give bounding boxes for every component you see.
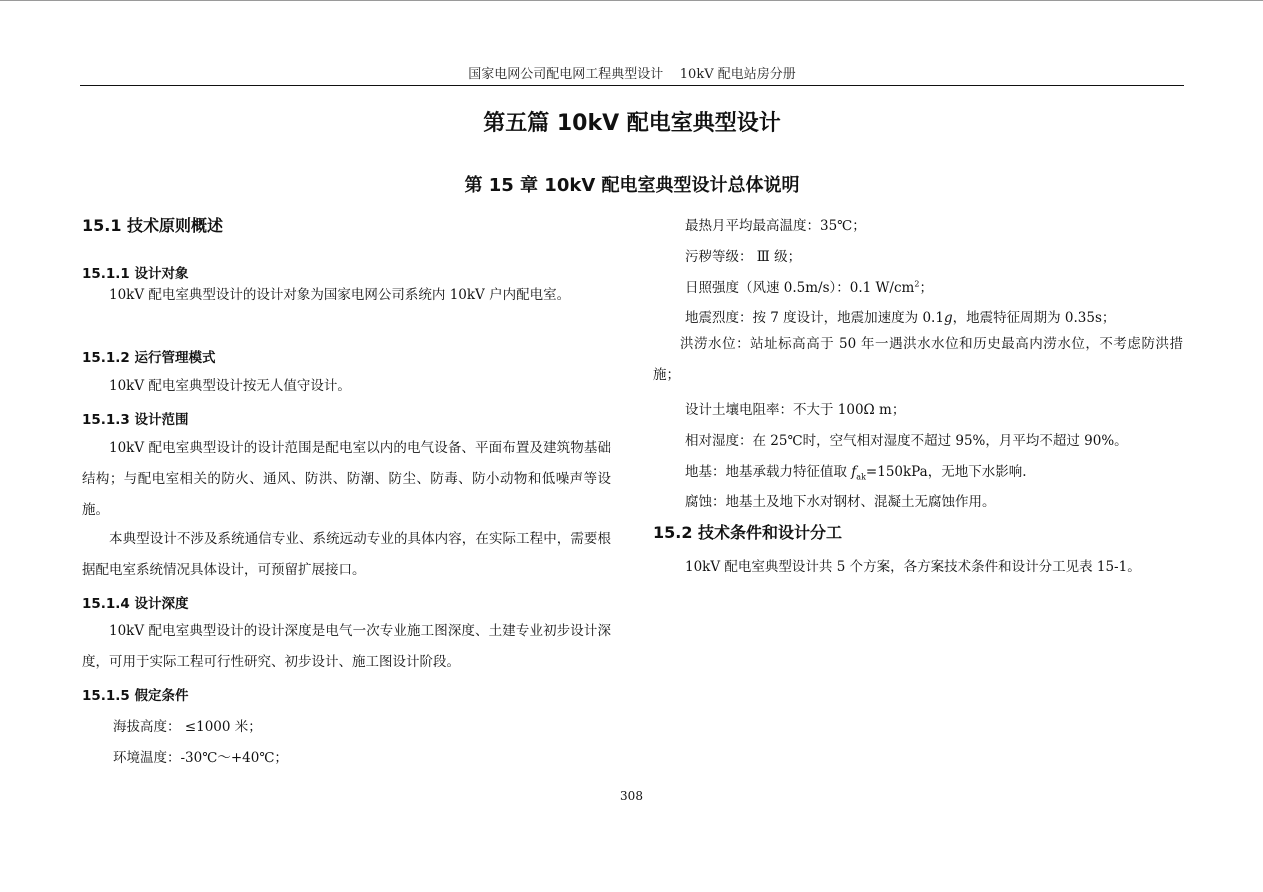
section-15-1-2-text: 10kV 配电室典型设计按无人值守设计。: [109, 378, 351, 394]
section-15-2-text: 10kV 配电室典型设计共 5 个方案，各方案技术条件和设计分工见表 15-1。: [685, 559, 1141, 575]
section-15-2-heading: 15.2 技术条件和设计分工: [653, 523, 843, 542]
env-temp-line: 环境温度：-30℃～+40℃；: [113, 750, 288, 766]
section-15-1-1-text: 10kV 配电室典型设计的设计对象为国家电网公司系统内 10kV 户内配电室。: [109, 287, 571, 303]
sunlight-line: [685, 276, 933, 296]
altitude-line: 海拔高度： ≤1000 米；: [113, 719, 262, 735]
sunlight-superscript: 2: [914, 279, 920, 289]
section-15-1-3-heading: 15.1.3 设计范围: [82, 412, 189, 428]
seismic-text-b: ，地震特征周期为 0.35s；: [952, 310, 1116, 326]
foundation-text-b: =150kPa，无地下水影响.: [865, 464, 1027, 480]
section-15-1-3-para-1: 10kV 配电室典型设计的设计范围是配电室以内的电气设备、平面布置及建筑物基础结构；与配电室相关的防火、通风、防洪、防潮、防尘、防毒、防小动物和低噪声等设施。: [82, 440, 611, 518]
sunlight-end: ；: [919, 280, 933, 296]
section-15-1-5-heading: 15.1.5 假定条件: [82, 688, 189, 704]
section-15-1-4-text: 10kV 配电室典型设计的设计深度是电气一次专业施工图深度、土建专业初步设计深度，可用于实际工程可行性研究、初步设计、施工图设计阶段。: [82, 623, 611, 670]
humidity-line: 相对湿度：在 25℃时，空气相对湿度不超过 95%，月平均不超过 90%。: [685, 433, 1128, 449]
section-15-1-4-heading: 15.1.4 设计深度: [82, 596, 189, 612]
pollution-line: 污秽等级： Ⅲ 级；: [685, 249, 802, 265]
running-header: 国家电网公司配电网工程典型设计 10kV 配电站房分册: [468, 67, 796, 82]
foundation-f-symbol: f: [851, 464, 857, 480]
soil-resistivity-line: 设计土壤电阻率：不大于 100Ω m；: [685, 402, 906, 418]
part-title: 第五篇 10kV 配电室典型设计: [483, 111, 781, 136]
section-15-1-1-heading: 15.1.1 设计对象: [82, 266, 189, 282]
max-temp-line: 最热月平均最高温度：35℃；: [685, 218, 866, 234]
header-rule: [80, 85, 1184, 86]
top-border: [0, 0, 1263, 1]
section-15-1-2-heading: 15.1.2 运行管理模式: [82, 350, 216, 366]
foundation-line: [685, 460, 1027, 482]
page-number: 308: [620, 789, 643, 803]
sunlight-text: 日照强度（风速 0.5m/s）：0.1 W/cm: [685, 280, 915, 296]
corrosion-line: 腐蚀：地基土及地下水对钢材、混凝土无腐蚀作用。: [685, 494, 996, 510]
chapter-title: 第 15 章 10kV 配电室典型设计总体说明: [464, 175, 800, 196]
seismic-line: [685, 306, 1115, 326]
section-15-1-3-para-2: 本典型设计不涉及系统通信专业、系统远动专业的具体内容，在实际工程中，需要根据配电室系统情况具体设计，可预留扩展接口。: [82, 531, 611, 578]
seismic-g-symbol: g: [943, 310, 953, 326]
seismic-text-a: 地震烈度：按 7 度设计，地震加速度为 0.1: [685, 310, 944, 326]
foundation-subscript: ak: [856, 472, 866, 482]
flood-line: 洪涝水位：站址标高高于 50 年一遇洪水水位和历史最高内涝水位，不考虑防洪措施；: [653, 336, 1183, 383]
section-15-1-heading: 15.1 技术原则概述: [82, 216, 224, 235]
foundation-text-a: 地基：地基承载力特征值取: [685, 464, 852, 480]
